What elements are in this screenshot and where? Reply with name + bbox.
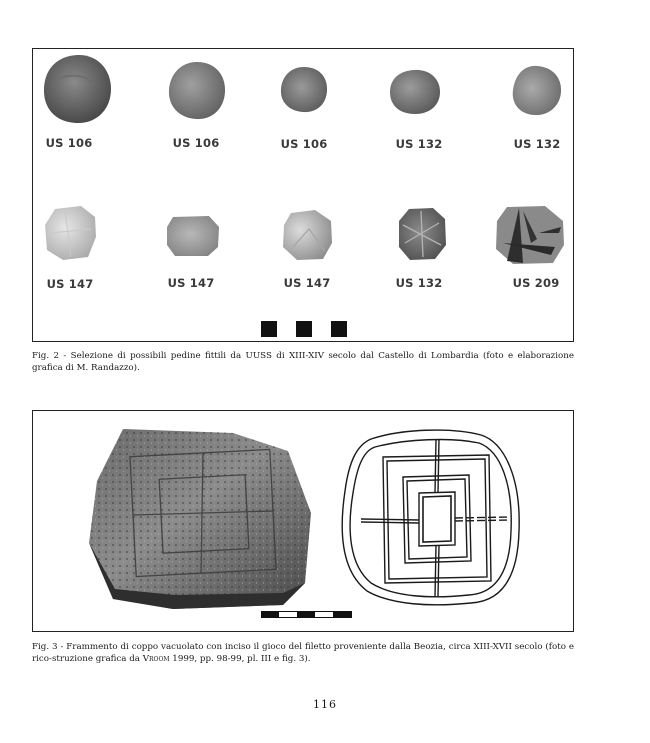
- piece-label: US 106: [172, 136, 220, 150]
- game-piece-photo: [507, 63, 565, 119]
- piece-label: US 106: [280, 137, 328, 151]
- game-piece-photo: [163, 213, 223, 259]
- game-piece-photo: [277, 64, 331, 116]
- piece-label: US 132: [395, 276, 443, 290]
- caption-text: Fig. 3 - Frammento di coppo vacuolato con inciso il gioco del filetto proveniente dalla Beozia, circa XIII-XVII secolo (foto e rico-struzione grafica da: [32, 642, 574, 664]
- figure-3-caption: [32, 641, 574, 665]
- caption-author: Vroom: [142, 654, 170, 664]
- piece-label: US 147: [46, 277, 94, 291]
- game-piece-photo: [493, 203, 567, 267]
- game-piece-photo: [41, 203, 99, 263]
- piece-label: US 132: [513, 137, 561, 151]
- piece-label: US 106: [45, 136, 93, 150]
- caption-text: 1999, pp. 98-99, pl. III e fig. 3).: [169, 654, 311, 664]
- figure-2-caption: Fig. 2 - Selezione di possibili pedine fittili da UUSS di XIII-XIV secolo dal Castello di Lombardia (foto e elaborazione grafica di M. Randazzo).: [32, 351, 574, 373]
- tile-fragment-photo: [83, 423, 323, 611]
- scale-bar: [261, 611, 353, 618]
- piece-label: US 147: [283, 276, 331, 290]
- piece-label: US 209: [512, 276, 560, 290]
- game-piece-photo: [279, 207, 335, 263]
- page-number: 116: [313, 698, 337, 711]
- scale-bar-square: [296, 321, 312, 337]
- piece-label: US 132: [395, 137, 443, 151]
- game-piece-photo: [386, 67, 444, 117]
- scale-bar-square: [261, 321, 277, 337]
- figure-3-frame: [32, 410, 574, 632]
- figure-2-frame: [32, 48, 574, 342]
- game-piece-photo: [165, 59, 229, 123]
- piece-label: US 147: [167, 276, 215, 290]
- merels-board-drawing: [331, 421, 531, 611]
- scale-bar-square: [331, 321, 347, 337]
- game-piece-photo: [395, 205, 449, 263]
- game-piece-photo: [39, 51, 115, 127]
